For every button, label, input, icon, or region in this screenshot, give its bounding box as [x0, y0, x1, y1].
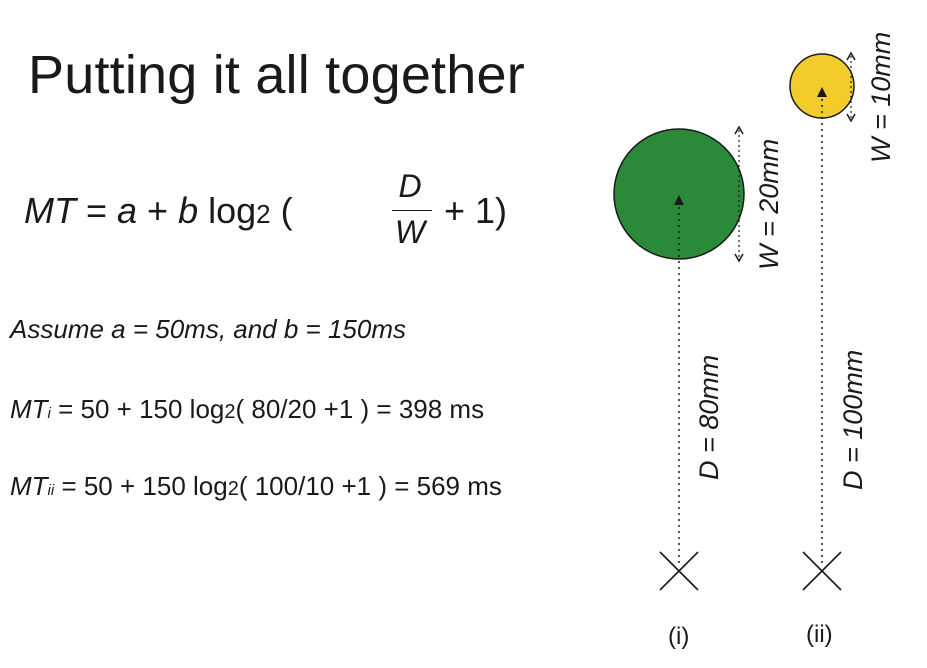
formula-log: log — [198, 190, 257, 231]
fraction-denominator: W — [394, 214, 426, 250]
assumption-text: Assume a = 50ms, and b = 150ms — [10, 314, 406, 344]
mt-i-subscript: i — [47, 405, 51, 422]
mt-i-log-base: 2 — [224, 401, 236, 423]
mt-ii-expr-start: = 50 + 150 log — [54, 471, 228, 501]
mt-i-lhs: MT — [10, 394, 48, 424]
target-i-circle — [614, 129, 744, 259]
formula-a: a — [117, 190, 138, 231]
mt-i-expr-start: = 50 + 150 log — [50, 394, 225, 424]
formula-log-base: 2 — [256, 199, 271, 229]
formula-tail: + 1) — [444, 190, 508, 231]
caption-i: (i) — [668, 623, 690, 650]
mt-ii-log-base: 2 — [227, 478, 239, 500]
mt-i-expr-end: ( 80/20 +1 ) = 398 ms — [235, 394, 485, 424]
slide-title: Putting it all together — [28, 45, 525, 105]
target-ii-circle — [790, 54, 854, 118]
distance-label-i: D = 80mm — [694, 354, 724, 480]
formula-plus: + — [137, 190, 179, 231]
formula-equals: = — [75, 190, 118, 231]
fraction-numerator: D — [398, 168, 422, 204]
caption-ii: (ii) — [806, 621, 833, 648]
width-label-ii: W = 10mm — [866, 31, 896, 163]
mt-ii-subscript: ii — [47, 482, 55, 499]
formula-b: b — [178, 190, 199, 231]
formula-mt: MT — [24, 190, 76, 231]
mt-ii-lhs: MT — [10, 471, 48, 501]
width-label-i: W = 20mm — [754, 138, 784, 270]
distance-label-ii: D = 100mm — [838, 349, 868, 490]
mt-ii-expr-end: ( 100/10 +1 ) = 569 ms — [238, 471, 502, 501]
formula-open-paren: ( — [270, 190, 293, 231]
